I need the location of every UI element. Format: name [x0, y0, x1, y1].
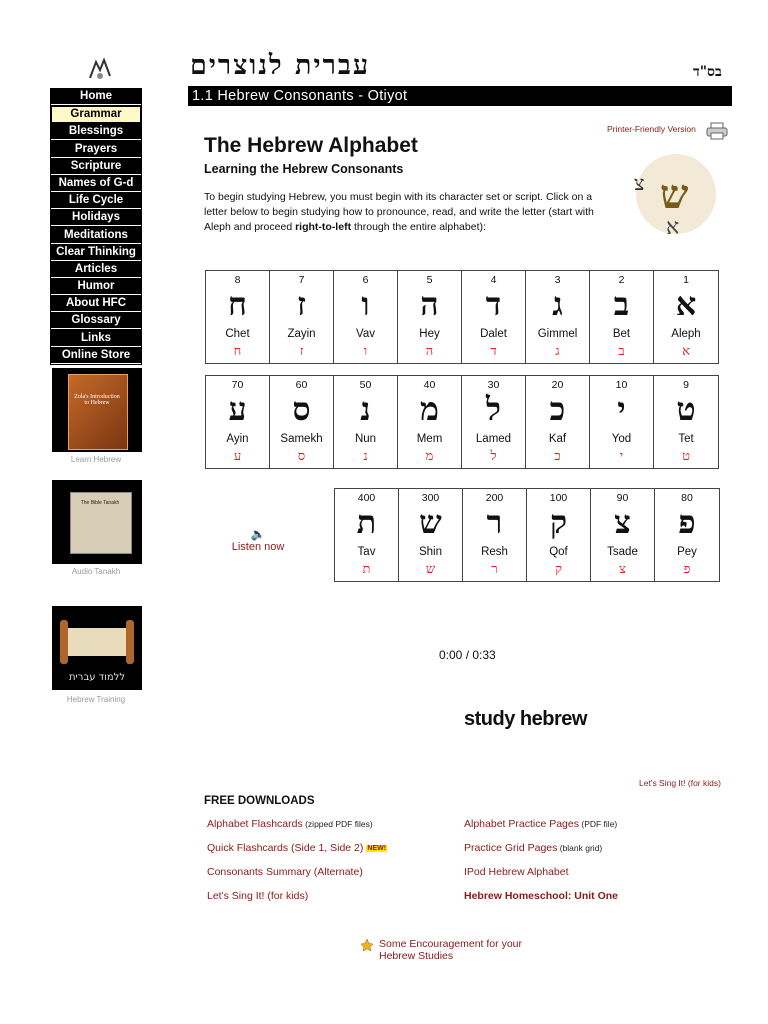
- free-downloads-heading: FREE DOWNLOADS: [204, 795, 315, 807]
- downloads-left-column: [207, 818, 447, 914]
- download-link-text[interactable]: Quick Flashcards (Side 1, Side 2): [207, 842, 364, 854]
- letter-name: Lamed: [475, 433, 512, 445]
- letter-name: Gimmel: [537, 328, 578, 340]
- download-link-text[interactable]: Practice Grid Pages: [464, 842, 558, 854]
- letter-name: Tav: [357, 546, 376, 558]
- letter-name: Samekh: [280, 433, 323, 445]
- letter-script: צ: [619, 562, 626, 577]
- download-note: (blank grid): [557, 843, 603, 853]
- download-link[interactable]: [464, 818, 724, 842]
- nav-item-holidays[interactable]: Holidays: [51, 210, 141, 226]
- letter-glyph: ט: [676, 390, 696, 428]
- letter-glyph: כ: [549, 390, 566, 428]
- letter-glyph: ק: [549, 503, 568, 541]
- nav-item-names-of-g-d[interactable]: Names of G-d: [51, 176, 141, 192]
- letter-glyph: ס: [292, 390, 311, 428]
- letter-glyph: ש: [419, 503, 442, 541]
- letter-glyph: י: [617, 390, 626, 428]
- letter-cell-qof[interactable]: [527, 489, 591, 581]
- learn-hebrew-caption[interactable]: Learn Hebrew: [70, 455, 122, 464]
- intro-paragraph: [204, 190, 604, 235]
- letter-num: 6: [362, 274, 369, 286]
- download-link[interactable]: [207, 890, 447, 914]
- letter-script: ו: [363, 344, 368, 359]
- book-title-text: Zola's Introduction to Hebrew: [74, 394, 120, 406]
- letter-cell-hey[interactable]: [398, 271, 462, 363]
- nav-item-glossary[interactable]: Glossary: [51, 313, 141, 329]
- letter-glyph: פ: [678, 503, 696, 541]
- letter-script: ט: [682, 449, 690, 464]
- letter-cell-lamed[interactable]: [462, 376, 526, 468]
- letter-name: Shin: [418, 546, 443, 558]
- letter-row-2: [205, 375, 719, 469]
- letter-name: Aleph: [671, 328, 701, 340]
- letter-name: Tsade: [607, 546, 638, 558]
- letter-glyph: ו: [361, 285, 370, 323]
- audio-tanakh-caption[interactable]: Audio Tanakh: [71, 567, 121, 576]
- letter-script: ע: [233, 449, 242, 464]
- nav-item-home[interactable]: Home: [51, 89, 141, 105]
- letter-name: Ayin: [226, 433, 249, 445]
- letter-row-1: [205, 270, 719, 364]
- letter-script: ק: [555, 562, 562, 577]
- letter-glyph: ז: [297, 285, 306, 323]
- svg-text:א: א: [666, 215, 680, 238]
- letter-num: 100: [549, 492, 568, 504]
- hebrew-letters-illustration-icon: [626, 150, 726, 243]
- lets-sing-top-link[interactable]: Let's Sing It! (for kids): [639, 778, 721, 788]
- encouragement-link[interactable]: [379, 938, 522, 962]
- letter-cell-nun[interactable]: [334, 376, 398, 468]
- letter-script: מ: [425, 449, 434, 464]
- letter-cell-pey[interactable]: [655, 489, 719, 581]
- svg-text:צ: צ: [634, 171, 645, 195]
- letter-name: Chet: [225, 328, 250, 340]
- download-link-text[interactable]: IPod Hebrew Alphabet: [464, 866, 569, 878]
- nav-item-links[interactable]: Links: [51, 331, 141, 347]
- nav-item-prayers[interactable]: Prayers: [51, 142, 141, 158]
- letter-num: 10: [615, 379, 628, 391]
- letter-glyph: ג: [552, 285, 563, 323]
- new-badge: NEW!: [367, 844, 387, 852]
- letter-glyph: ר: [486, 503, 503, 541]
- bsd-mark: בס"ד: [693, 64, 722, 80]
- nav-item-humor[interactable]: Humor: [51, 279, 141, 295]
- letter-num: 8: [234, 274, 241, 286]
- letter-name: Vav: [356, 328, 375, 340]
- letter-name: Yod: [611, 433, 632, 445]
- page-title: The Hebrew Alphabet: [204, 134, 418, 157]
- letter-script: ש: [425, 562, 436, 577]
- letter-glyph: צ: [614, 503, 631, 541]
- letter-cell-zayin[interactable]: [270, 271, 334, 363]
- hebrew-training-caption[interactable]: Hebrew Training: [66, 695, 126, 704]
- letter-num: 1: [683, 274, 689, 286]
- site-logo-icon[interactable]: [86, 56, 114, 89]
- letter-name: Resh: [481, 546, 508, 558]
- letter-num: 30: [487, 379, 500, 391]
- section-title-bar: 1.1 Hebrew Consonants - Otiyot: [188, 86, 732, 106]
- letter-num: 9: [683, 379, 689, 391]
- letter-name: Dalet: [480, 328, 507, 340]
- letter-script: פ: [683, 562, 691, 577]
- letter-num: 70: [231, 379, 244, 391]
- letter-num: 20: [551, 379, 564, 391]
- letter-name: Tet: [678, 433, 694, 445]
- download-link-text[interactable]: Alphabet Practice Pages: [464, 818, 579, 830]
- svg-text:ש: ש: [660, 171, 689, 218]
- download-link[interactable]: [207, 866, 447, 890]
- letter-script: ל: [490, 449, 497, 464]
- letter-glyph: ל: [486, 390, 501, 428]
- learn-hebrew-book-image[interactable]: [52, 368, 142, 452]
- download-link-text[interactable]: Alphabet Flashcards: [207, 818, 303, 830]
- letter-glyph: ד: [485, 285, 502, 323]
- nav-item-articles[interactable]: Articles: [51, 262, 141, 278]
- letter-cell-yod[interactable]: [590, 376, 654, 468]
- letter-glyph: נ: [360, 390, 371, 428]
- letter-script: י: [619, 449, 624, 464]
- page-subtitle: Learning the Hebrew Consonants: [204, 162, 404, 176]
- letter-name: Zayin: [287, 328, 316, 340]
- printer-friendly-link[interactable]: Printer-Friendly Version: [607, 124, 696, 134]
- letter-name: Nun: [354, 433, 377, 445]
- letter-cell-gimmel[interactable]: [526, 271, 590, 363]
- letter-script: נ: [363, 449, 368, 464]
- letter-script: ת: [362, 562, 371, 577]
- letter-cell-samekh[interactable]: [270, 376, 334, 468]
- site-logo-text[interactable]: עברית לנוצרים: [190, 50, 371, 81]
- letter-name: Kaf: [548, 433, 567, 445]
- letter-script: ג: [555, 344, 560, 359]
- letter-name: Mem: [416, 433, 443, 445]
- letter-cell-resh[interactable]: [463, 489, 527, 581]
- nav-item-online-store[interactable]: Online Store: [51, 348, 141, 364]
- study-hebrew-banner[interactable]: study hebrew: [464, 708, 587, 730]
- letter-cell-tsade[interactable]: [591, 489, 655, 581]
- letter-num: 60: [295, 379, 308, 391]
- hebrew-training-image[interactable]: [52, 606, 142, 690]
- printer-icon[interactable]: [706, 122, 728, 145]
- letter-script: ה: [425, 344, 434, 359]
- download-note: (zipped PDF files): [302, 819, 373, 829]
- intro-text-1: To begin studying Hebrew, you must begin with its character set or script. Click on a letter below to begin studying how to pronounce, read, and write the letter (start with Aleph and proceed: [204, 191, 594, 233]
- letter-cell-vav[interactable]: [334, 271, 398, 363]
- letter-num: 5: [426, 274, 433, 286]
- letter-cell-kaf[interactable]: [526, 376, 590, 468]
- download-link[interactable]: [464, 890, 724, 914]
- letter-cell-ayin[interactable]: [206, 376, 270, 468]
- letter-row-3: [334, 488, 720, 582]
- nav-item-grammar[interactable]: Grammar: [51, 106, 141, 123]
- letter-num: 90: [616, 492, 629, 504]
- letter-num: 2: [618, 274, 625, 286]
- download-link[interactable]: [464, 842, 724, 866]
- letter-num: 50: [359, 379, 372, 391]
- letter-num: 4: [490, 274, 497, 286]
- nav-item-blessings[interactable]: Blessings: [51, 124, 141, 140]
- downloads-right-column: [464, 818, 724, 914]
- sidebar-nav: [50, 88, 142, 365]
- nav-item-life-cycle[interactable]: Life Cycle: [51, 193, 141, 209]
- audio-tanakh-image[interactable]: [52, 480, 142, 564]
- letter-glyph: מ: [420, 390, 439, 428]
- star-icon: [360, 938, 374, 957]
- letter-cell-aleph[interactable]: [654, 271, 718, 363]
- nav-item-scripture[interactable]: Scripture: [51, 159, 141, 175]
- letter-script: ז: [299, 344, 304, 359]
- letter-name: Pey: [677, 546, 697, 558]
- listen-now-link[interactable]: Listen now: [231, 541, 285, 553]
- download-link[interactable]: [464, 866, 724, 890]
- letter-num: 300: [421, 492, 440, 504]
- letter-name: Qof: [549, 546, 568, 558]
- download-link[interactable]: [207, 842, 447, 866]
- letter-glyph: א: [675, 285, 697, 323]
- download-note: (PDF file): [579, 819, 618, 829]
- letter-glyph: ב: [613, 285, 630, 323]
- encouragement-line-1: Some Encouragement for your: [379, 938, 522, 950]
- intro-text-2: through the entire alphabet):: [351, 221, 486, 233]
- audio-book-title: The Bible Tanakh: [80, 500, 120, 506]
- nav-item-clear-thinking[interactable]: Clear Thinking: [51, 245, 141, 261]
- speaker-icon[interactable]: 🔈: [250, 527, 266, 541]
- download-link-text[interactable]: Let's Sing It! (for kids): [207, 890, 309, 902]
- download-link-text[interactable]: Consonants Summary (Alternate): [207, 866, 363, 878]
- letter-num: 200: [485, 492, 504, 504]
- download-link-text[interactable]: Hebrew Homeschool: Unit One: [464, 890, 619, 902]
- nav-item-meditations[interactable]: Meditations: [51, 228, 141, 244]
- letter-script: ח: [233, 344, 242, 359]
- letter-num: 80: [681, 492, 693, 504]
- letter-script: ב: [618, 344, 625, 359]
- audio-time-display: 0:00 / 0:33: [439, 648, 496, 662]
- encouragement-line-2: Hebrew Studies: [379, 950, 454, 962]
- letter-num: 400: [357, 492, 376, 504]
- letter-script: ס: [297, 449, 306, 464]
- letter-num: 3: [554, 274, 561, 286]
- letter-cell-dalet[interactable]: [462, 271, 526, 363]
- letter-num: 7: [298, 274, 305, 286]
- letter-glyph: ע: [228, 390, 247, 428]
- letter-num: 40: [423, 379, 436, 391]
- letter-glyph: ה: [420, 285, 439, 323]
- letter-script: כ: [554, 449, 561, 464]
- hebrew-training-image-text: ללמוד עברית: [68, 672, 125, 683]
- letter-cell-tav[interactable]: [335, 489, 399, 581]
- letter-name: Bet: [612, 328, 631, 340]
- letter-glyph: ח: [228, 285, 247, 323]
- letter-script: ר: [491, 562, 498, 577]
- letter-cell-shin[interactable]: [399, 489, 463, 581]
- download-link[interactable]: [207, 818, 447, 842]
- letter-glyph: ת: [356, 503, 377, 541]
- nav-item-about-hfc[interactable]: About HFC: [51, 296, 141, 312]
- letter-cell-tet[interactable]: [654, 376, 718, 468]
- intro-bold: right-to-left: [295, 221, 352, 233]
- letter-cell-bet[interactable]: [590, 271, 654, 363]
- letter-script: ד: [490, 344, 497, 359]
- letter-cell-chet[interactable]: [206, 271, 270, 363]
- letter-name: Hey: [419, 328, 440, 340]
- letter-script: א: [682, 344, 690, 359]
- letter-cell-mem[interactable]: [398, 376, 462, 468]
- listen-now-control[interactable]: [228, 527, 288, 553]
